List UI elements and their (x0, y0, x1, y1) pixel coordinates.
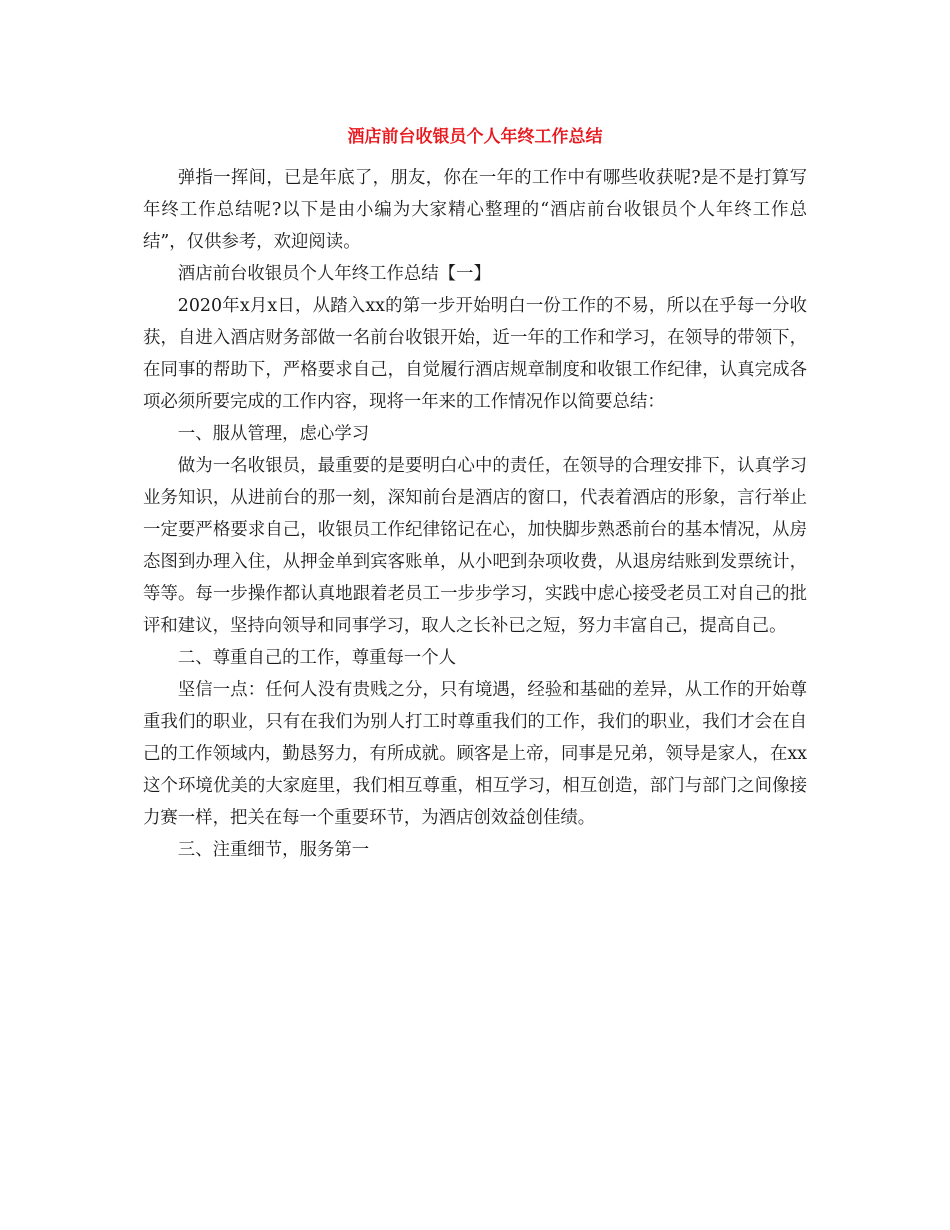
section-heading-3: 三、注重细节，服务第一 (177, 840, 370, 860)
section-heading-part-one: 酒店前台收银员个人年终工作总结【一】 (177, 264, 491, 284)
section-paragraph-1: 做为一名收银员，最重要的是要明白心中的责任，在领导的合理安排下，认真学习业务知识，从进前台的那一刻，深知前台是酒店的窗口，代表着酒店的形象，言行举止一定要严格要求自己，收银员工作纪律铭记在心，加快脚步熟悉前台的基本情况，从房态图到办理入住，从押金单到宾客账单，从小吧到杂项收费，从退房结账到发票统计，等等。每一步操作都认真地跟着老员工一步步学习，实践中虑心接受老员工对自己的批评和建议，坚持向领导和同事学习，取人之长补已之短，努力丰富自己，提高自己。 (143, 456, 807, 636)
section-heading-1: 一、服从管理，虑心学习 (177, 424, 370, 444)
section-paragraph-2: 坚信一点：任何人没有贵贱之分，只有境遇，经验和基础的差异，从工作的开始尊重我们的职业，只有在我们为别人打工时尊重我们的工作，我们的职业，我们才会在自己的工作领域内，勤恳努力，有所成就。顾客是上帝，同事是兄弟，领导是家人，在xx这个环境优美的大家庭里，我们相互尊重，相互学习，相互创造，部门与部门之间像接力赛一样，把关在每一个重要环节，为酒店创效益创佳绩。 (143, 680, 807, 828)
intro-paragraph: 弹指一挥间，已是年底了，朋友，你在一年的工作中有哪些收获呢?是不是打算写年终工作总结呢?以下是由小编为大家精心整理的“酒店前台收银员个人年终工作总结”，仅供参考，欢迎阅读。 (143, 168, 807, 252)
document-body (143, 162, 807, 866)
opening-paragraph: 2020年x月x日，从踏入xx的第一步开始明白一份工作的不易，所以在乎每一分收获，自进入酒店财务部做一名前台收银开始，近一年的工作和学习，在领导的带领下，在同事的帮助下，严格要求自己，自觉履行酒店规章制度和收银工作纪律，认真完成各项必须所要完成的工作内容，现将一年来的工作情况作以简要总结： (143, 296, 807, 412)
document-title: 酒店前台收银员个人年终工作总结 (347, 127, 603, 147)
section-heading-2: 二、尊重自己的工作，尊重每一个人 (177, 648, 457, 668)
